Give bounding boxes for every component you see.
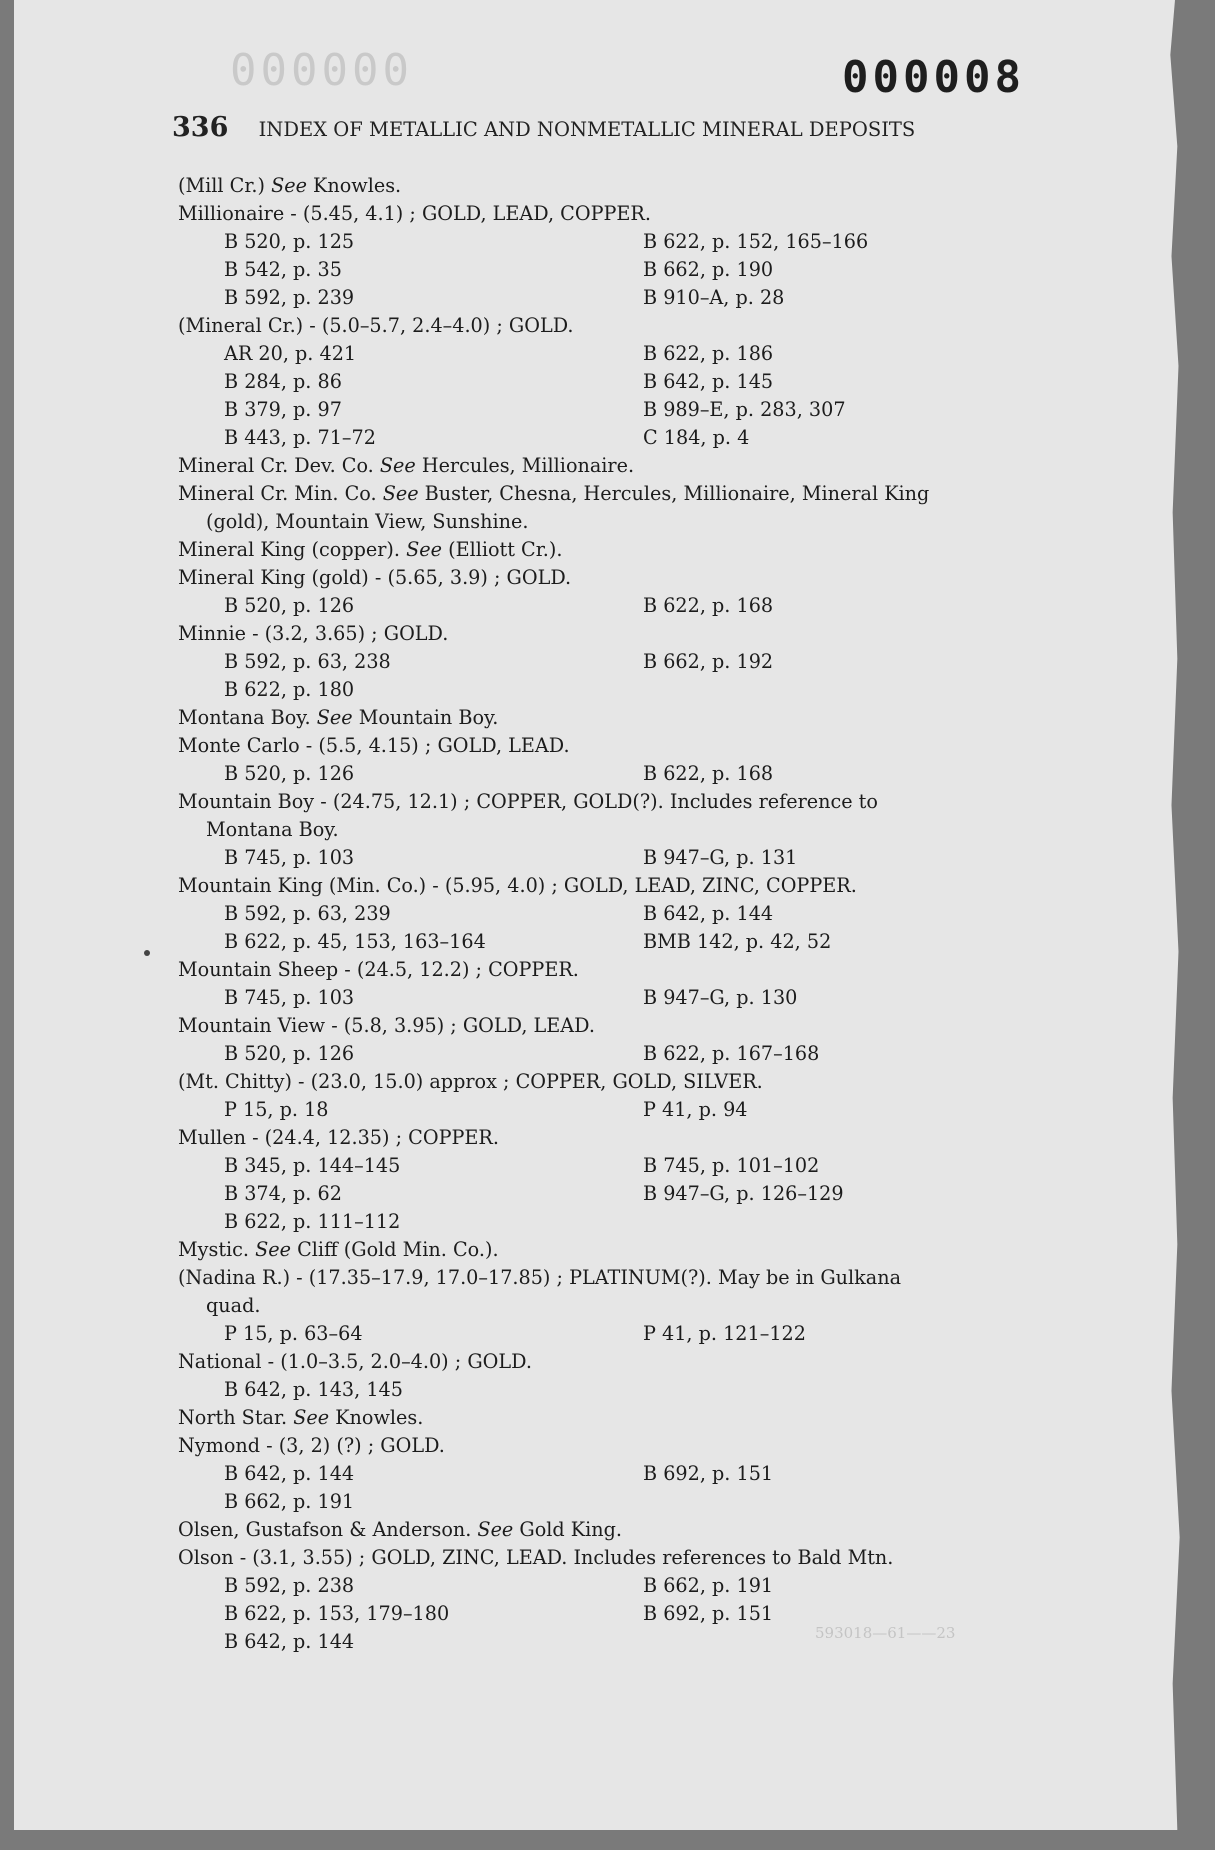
entry-text: Mineral Cr. Min. Co. [178, 482, 383, 505]
reference-row [178, 1040, 1078, 1068]
ghost-stamp-code: 000000 [230, 45, 413, 96]
index-entry [178, 1432, 1078, 1460]
index-entry [178, 732, 1078, 760]
entry-text: Mineral King (gold) - (5.65, 3.9) ; GOLD. [178, 566, 572, 589]
reference-left: B 345, p. 144–145 [224, 1154, 401, 1177]
entry-continuation [178, 816, 1078, 844]
scan-edge-right [1182, 0, 1215, 1850]
see-target: Buster, Chesna, Hercules, Millionaire, Mineral King [418, 482, 930, 505]
reference-row [178, 1488, 1078, 1516]
see-reference: See [255, 1238, 291, 1261]
index-entry [178, 1236, 1078, 1264]
reference-left: B 622, p. 180 [224, 678, 355, 701]
reference-row [178, 676, 1078, 704]
entry-text: National - (1.0–3.5, 2.0–4.0) ; GOLD. [178, 1350, 532, 1373]
index-entries [178, 172, 1078, 1656]
entry-text: Mountain Boy - (24.75, 12.1) ; COPPER, GOLD(?). Includes reference to [178, 790, 878, 813]
see-target: Mountain Boy. [352, 706, 499, 729]
entry-text: North Star. [178, 1406, 294, 1429]
reference-left: B 374, p. 62 [224, 1182, 342, 1205]
reference-right: B 662, p. 191 [643, 1574, 774, 1597]
reference-left: B 622, p. 45, 153, 163–164 [224, 930, 486, 953]
see-target: Hercules, Millionaire. [415, 454, 635, 477]
reference-row [178, 228, 1078, 256]
entry-text: Mineral King (copper). [178, 538, 407, 561]
entry-text: Mountain View - (5.8, 3.95) ; GOLD, LEAD. [178, 1014, 595, 1037]
reference-right: BMB 142, p. 42, 52 [643, 930, 832, 953]
index-entry [178, 788, 1078, 816]
index-entry [178, 200, 1078, 228]
reference-right: P 41, p. 94 [643, 1098, 748, 1121]
index-entry [178, 1012, 1078, 1040]
reference-right: B 622, p. 167–168 [643, 1042, 820, 1065]
entry-text: Mineral Cr. Dev. Co. [178, 454, 380, 477]
entry-continuation [178, 1292, 1078, 1320]
reference-row [178, 592, 1078, 620]
index-entry [178, 620, 1078, 648]
reference-row [178, 1320, 1078, 1348]
reference-row [178, 396, 1078, 424]
index-entry [178, 1264, 1078, 1292]
reference-row [178, 900, 1078, 928]
scan-edge-bottom [0, 1830, 1215, 1850]
reference-right: B 910–A, p. 28 [643, 286, 785, 309]
entry-text: Nymond - (3, 2) (?) ; GOLD. [178, 1434, 445, 1457]
reference-left: B 592, p. 239 [224, 286, 355, 309]
entry-text: (Nadina R.) - (17.35–17.9, 17.0–17.85) ; PLATINUM(?). May be in Gulkana [178, 1266, 902, 1289]
index-entry [178, 1348, 1078, 1376]
reference-right: B 642, p. 144 [643, 902, 774, 925]
reference-left: B 379, p. 97 [224, 398, 342, 421]
reference-left: P 15, p. 18 [224, 1098, 329, 1121]
reference-row [178, 1572, 1078, 1600]
reference-left: B 642, p. 143, 145 [224, 1378, 403, 1401]
reference-row [178, 256, 1078, 284]
reference-right: B 692, p. 151 [643, 1462, 774, 1485]
reference-right: B 662, p. 190 [643, 258, 774, 281]
reference-left: B 745, p. 103 [224, 846, 355, 869]
see-reference: See [316, 706, 353, 729]
entry-text: Monte Carlo - (5.5, 4.15) ; GOLD, LEAD. [178, 734, 570, 757]
page-number: 336 [172, 112, 229, 143]
index-entry [178, 956, 1078, 984]
index-entry [178, 564, 1078, 592]
reference-left: B 520, p. 126 [224, 762, 355, 785]
reference-row [178, 1376, 1078, 1404]
reference-right: P 41, p. 121–122 [643, 1322, 806, 1345]
entry-text: quad. [206, 1294, 261, 1317]
reference-left: B 622, p. 153, 179–180 [224, 1602, 450, 1625]
reference-left: B 642, p. 144 [224, 1630, 355, 1653]
index-entry [178, 1404, 1078, 1432]
entry-text: Montana Boy. [178, 706, 317, 729]
reference-left: B 592, p. 63, 238 [224, 650, 391, 673]
entry-text: Mullen - (24.4, 12.35) ; COPPER. [178, 1126, 499, 1149]
see-target: Cliff (Gold Min. Co.). [290, 1238, 499, 1261]
reference-right: B 947–G, p. 131 [643, 846, 798, 869]
reference-right: B 692, p. 151 [643, 1602, 774, 1625]
entry-text: Mystic. [178, 1238, 256, 1261]
reference-row [178, 1152, 1078, 1180]
reference-row [178, 1180, 1078, 1208]
entry-text: Mountain Sheep - (24.5, 12.2) ; COPPER. [178, 958, 579, 981]
see-reference: See [382, 482, 419, 505]
reference-left: B 443, p. 71–72 [224, 426, 376, 449]
reference-right: B 642, p. 145 [643, 370, 774, 393]
reference-right: B 745, p. 101–102 [643, 1154, 820, 1177]
index-entry [178, 172, 1078, 200]
entry-text: (Mill Cr.) [178, 174, 272, 197]
index-entry [178, 704, 1078, 732]
see-target: Knowles. [329, 1406, 424, 1429]
reference-row [178, 984, 1078, 1012]
entry-text: Olson - (3.1, 3.55) ; GOLD, ZINC, LEAD. Includes references to Bald Mtn. [178, 1546, 894, 1569]
entry-text: Olsen, Gustafson & Anderson. [178, 1518, 478, 1541]
reference-left: B 592, p. 238 [224, 1574, 355, 1597]
reference-right: B 622, p. 168 [643, 594, 774, 617]
reference-row [178, 1460, 1078, 1488]
page-header [172, 112, 1052, 143]
reference-left: B 642, p. 144 [224, 1462, 355, 1485]
reference-row [178, 424, 1078, 452]
index-entry [178, 480, 1078, 508]
reference-right: B 662, p. 192 [643, 650, 774, 673]
reference-left: B 622, p. 111–112 [224, 1210, 401, 1233]
reference-row [178, 1096, 1078, 1124]
see-reference: See [477, 1518, 514, 1541]
index-entry [178, 1068, 1078, 1096]
index-entry [178, 536, 1078, 564]
entry-text: (Mt. Chitty) - (23.0, 15.0) approx ; COPPER, GOLD, SILVER. [178, 1070, 763, 1093]
see-reference: See [406, 538, 442, 561]
index-entry [178, 1124, 1078, 1152]
reference-left: B 662, p. 191 [224, 1490, 355, 1513]
reference-right: B 947–G, p. 126–129 [643, 1182, 844, 1205]
reference-right: B 622, p. 168 [643, 762, 774, 785]
entry-continuation [178, 508, 1078, 536]
reference-row [178, 1208, 1078, 1236]
reference-row [178, 844, 1078, 872]
entry-text: (Mineral Cr.) - (5.0–5.7, 2.4–4.0) ; GOLD. [178, 314, 574, 337]
stamp-code: 000008 [842, 52, 1025, 103]
reference-left: B 592, p. 63, 239 [224, 902, 391, 925]
index-entry [178, 1544, 1078, 1572]
reference-left: B 520, p. 125 [224, 230, 355, 253]
reference-left: B 520, p. 126 [224, 594, 355, 617]
reference-left: B 284, p. 86 [224, 370, 342, 393]
reference-row [178, 928, 1078, 956]
see-reference: See [293, 1406, 330, 1429]
print-code-footnote: 593018—61——23 [815, 1624, 956, 1642]
see-reference: See [379, 454, 416, 477]
see-reference: See [271, 174, 307, 197]
entry-text: Montana Boy. [206, 818, 339, 841]
see-target: Knowles. [306, 174, 402, 197]
reference-right: B 947–G, p. 130 [643, 986, 798, 1009]
reference-row [178, 760, 1078, 788]
reference-right: B 622, p. 152, 165–166 [643, 230, 869, 253]
reference-right: C 184, p. 4 [643, 426, 750, 449]
index-entry [178, 452, 1078, 480]
reference-right: B 989–E, p. 283, 307 [643, 398, 846, 421]
reference-left: B 520, p. 126 [224, 1042, 355, 1065]
reference-right: B 622, p. 186 [643, 342, 774, 365]
reference-left: B 745, p. 103 [224, 986, 355, 1009]
index-entry [178, 312, 1078, 340]
entry-text: (gold), Mountain View, Sunshine. [206, 510, 529, 533]
index-entry [178, 1516, 1078, 1544]
reference-left: B 542, p. 35 [224, 258, 342, 281]
see-target: Gold King. [513, 1518, 622, 1541]
stray-mark [144, 950, 150, 956]
reference-row [178, 648, 1078, 676]
reference-left: AR 20, p. 421 [224, 342, 357, 365]
entry-text: Millionaire - (5.45, 4.1) ; GOLD, LEAD, COPPER. [178, 202, 651, 225]
reference-row [178, 340, 1078, 368]
index-entry [178, 872, 1078, 900]
reference-row [178, 284, 1078, 312]
page-title: INDEX OF METALLIC AND NONMETALLIC MINERAL DEPOSITS [258, 118, 916, 141]
entry-text: Mountain King (Min. Co.) - (5.95, 4.0) ; GOLD, LEAD, ZINC, COPPER. [178, 874, 857, 897]
see-target: (Elliott Cr.). [441, 538, 563, 561]
reference-left: P 15, p. 63–64 [224, 1322, 363, 1345]
reference-row [178, 368, 1078, 396]
entry-text: Minnie - (3.2, 3.65) ; GOLD. [178, 622, 449, 645]
